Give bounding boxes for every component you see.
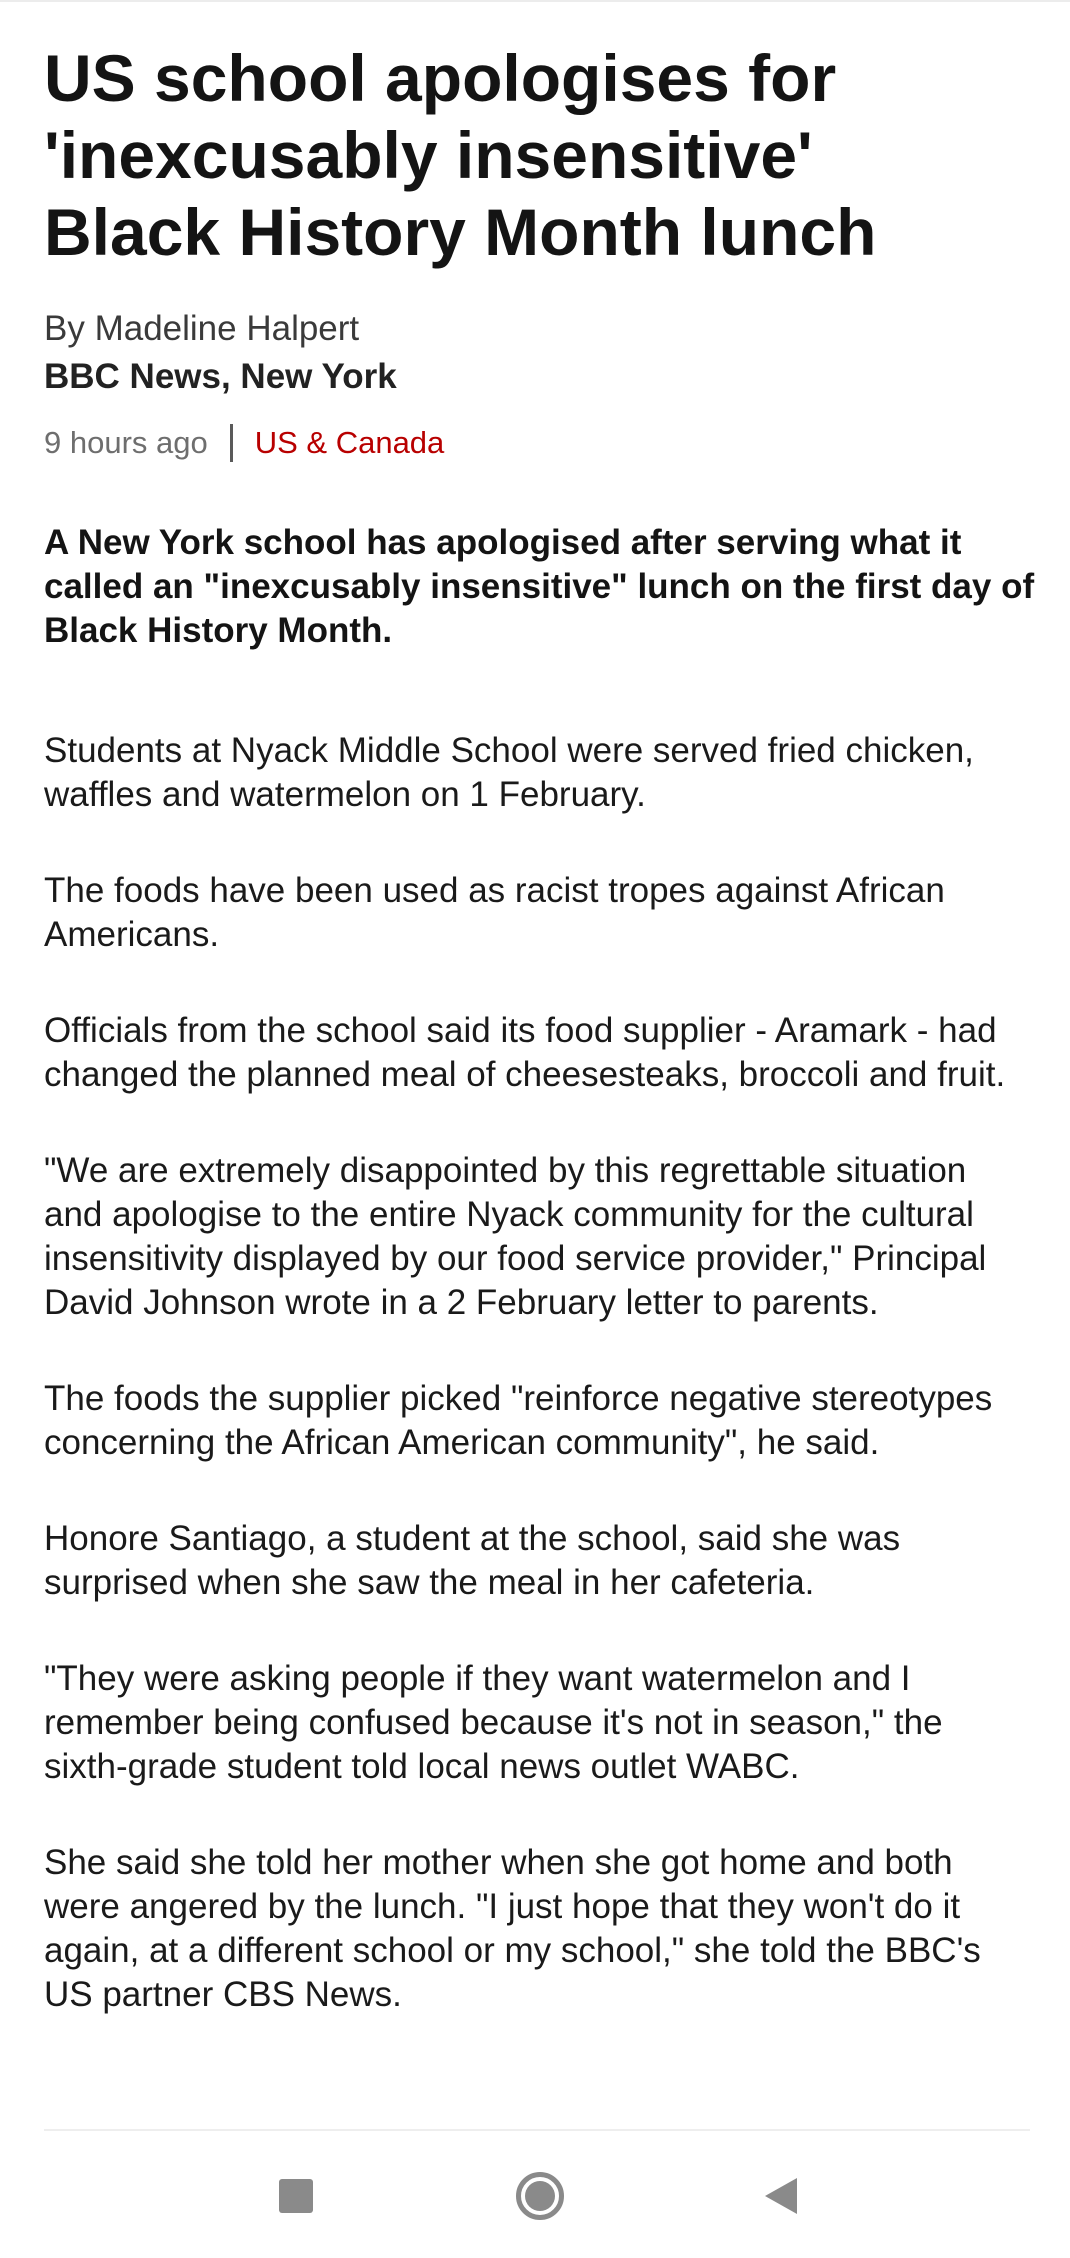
topic-link[interactable]: US & Canada — [254, 425, 445, 460]
triangle-back-icon — [763, 2176, 799, 2216]
article-paragraph: She said she told her mother when she got home and both were angered by the lunch. "I just hope that they won't do it again, at a different school or my school," she told the BBC's US partner CBS News. — [44, 1843, 981, 2014]
recents-button[interactable] — [261, 2161, 331, 2231]
article-paragraph: Students at Nyack Middle School were served fried chicken, waffles and watermelon on 1 February. — [44, 731, 974, 814]
byline-author: By Madeline Halpert — [44, 309, 360, 348]
meta-divider — [230, 424, 233, 462]
back-button[interactable] — [746, 2161, 816, 2231]
square-icon — [279, 2179, 313, 2213]
top-divider — [0, 0, 1070, 2]
article-paragraph: Officials from the school said its food supplier - Aramark - had changed the planned meal of cheesesteaks, broccoli and fruit. — [44, 1011, 1006, 1094]
byline-organisation: BBC News, New York — [44, 357, 397, 396]
article-paragraph: "They were asking people if they want watermelon and I remember being confused because it's not in season," the sixth-grade student told local news outlet WABC. — [44, 1659, 943, 1786]
article-body — [44, 40, 1036, 2128]
home-button[interactable] — [505, 2161, 575, 2231]
article-paragraph: Honore Santiago, a student at the school, said she was surprised when she saw the meal in her cafeteria. — [44, 1519, 901, 1602]
article-paragraph: The foods have been used as racist tropes against African Americans. — [44, 871, 945, 954]
system-navigation-bar — [0, 2131, 1070, 2258]
article-lead: A New York school has apologised after serving what it called an "inexcusably insensitive" lunch on the first day of Black History Month. — [44, 523, 1035, 650]
scroll-fade — [0, 2090, 1070, 2130]
article-paragraph: The foods the supplier picked "reinforce negative stereotypes concerning the African American community", he said. — [44, 1379, 993, 1462]
article-paragraph: "We are extremely disappointed by this regrettable situation and apologise to the entire Nyack community for the cultural insensitivity displayed by our food service provider," Principal David Johnson wrote in a 2 February letter to parents. — [44, 1151, 987, 1322]
home-dot — [525, 2181, 555, 2211]
published-time: 9 hours ago — [44, 425, 208, 460]
article-meta — [44, 423, 1036, 463]
circle-icon — [516, 2172, 564, 2220]
article-headline: US school apologises for 'inexcusably insensitive' Black History Month lunch — [44, 41, 877, 269]
